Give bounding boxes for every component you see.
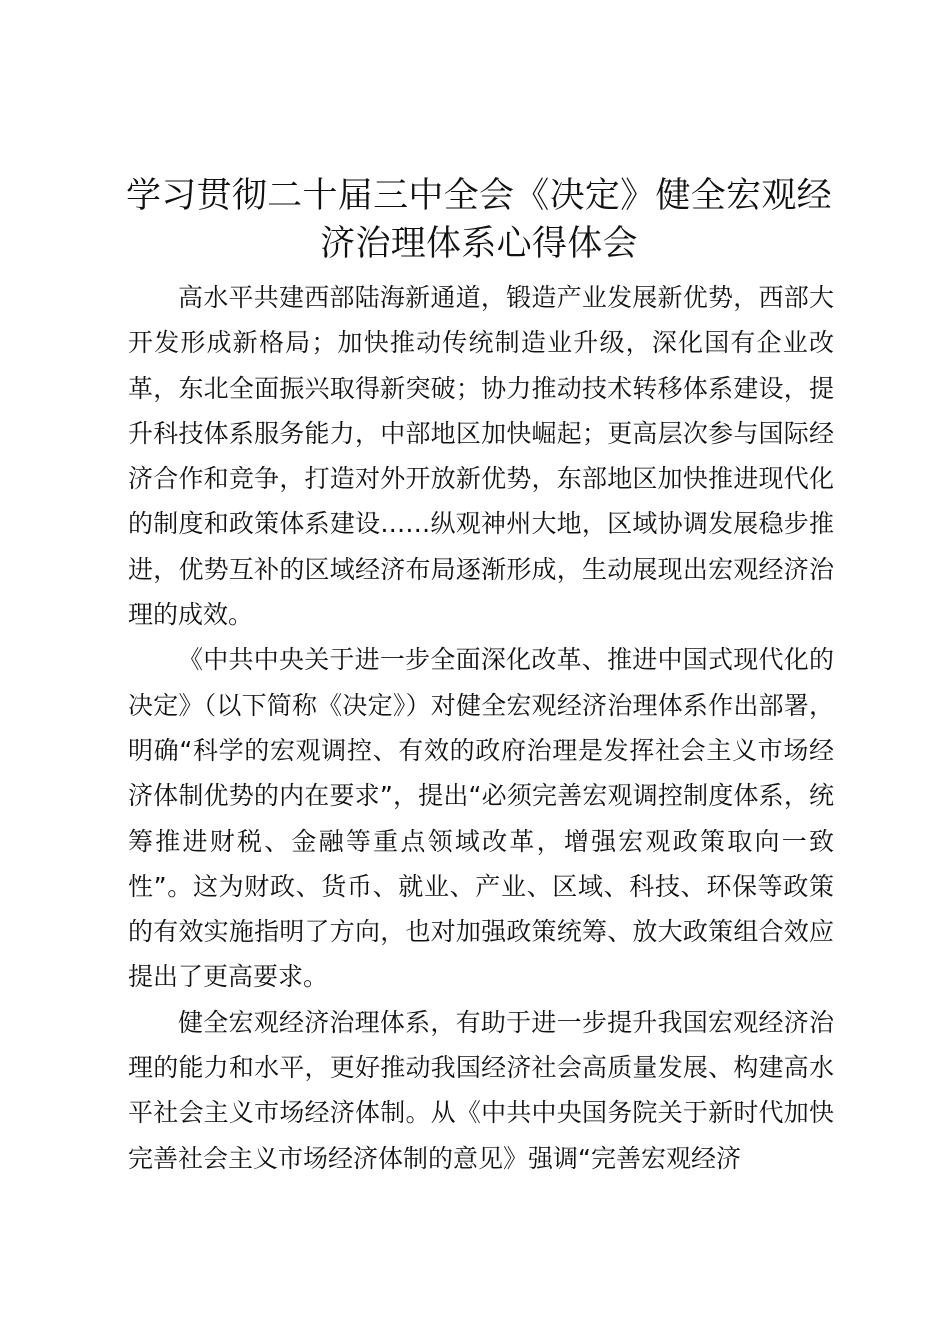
document-title: 学习贯彻二十届三中全会《决定》健全宏观经济治理体系心得体会 — [125, 176, 832, 264]
paragraph-governance-system: 健全宏观经济治理体系，有助于进一步提升我国宏观经济治理的能力和水平，更好推动我国经济社会高质量发展、构建高水平社会主义市场经济体制。从《中共中央国务院关于新时代加快完善社会主义市场经济体制的意见》强调“完善宏观经济 — [128, 1007, 834, 1173]
paragraph-decision-deployment: 《中共中央关于进一步全面深化改革、推进中国式现代化的决定》（以下简称《决定》）对健全宏观经济治理体系作出部署，明确“科学的宏观调控、有效的政府治理是发挥社会主义市场经济体制优势的内在要求”，提出“必须完善宏观调控制度体系，统筹推进财税、金融等重点领域改革，增强宏观政策取向一致性”。这为财政、货币、就业、产业、区域、科技、环保等政策的有效实施指明了方向，也对加强政策统筹、放大政策组合效应提出了更高要求。 — [128, 645, 834, 992]
paragraph-regional-development: 高水平共建西部陆海新通道，锻造产业发展新优势，西部大开发形成新格局；加快推动传统制造业升级，深化国有企业改革，东北全面振兴取得新突破；协力推动技术转移体系建设，提升科技体系服务能力，中部地区加快崛起；更高层次参与国际经济合作和竞争，打造对外开放新优势，东部地区加快推进现代化的制度和政策体系建设……纵观神州大地，区域协调发展稳步推进，优势互补的区域经济布局逐渐形成，生动展现出宏观经济治理的成效。 — [128, 283, 834, 630]
document-body — [128, 275, 834, 1181]
